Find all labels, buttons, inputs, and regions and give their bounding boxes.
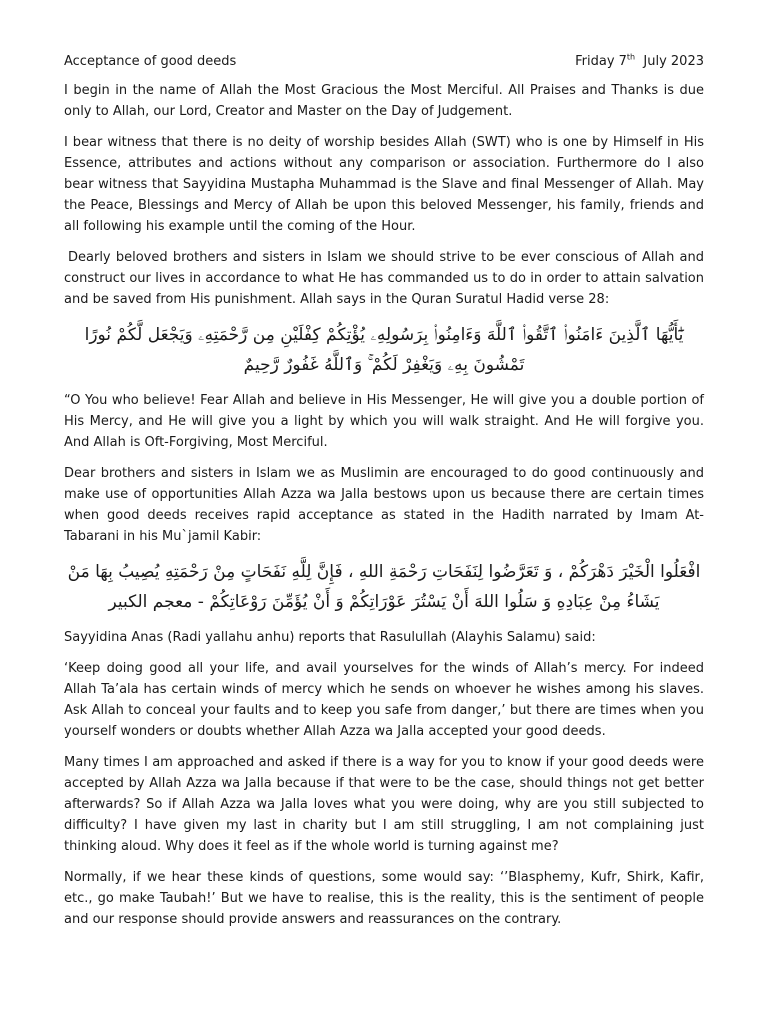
paragraph-many-times: Many times I am approached and asked if there is a way for you to know if your good deeds were accepted by Allah Azza wa Jalla because if that were to be the case, should things not get better afterwards? So if Allah Azza wa Jalla loves what you were doing, why are you still subjected to difficulty? I have given my last in charity but I am still struggling, I am not complaining just thinking aloud. Why does it feel as if the whole world is turning against me? [64,755,704,854]
paragraph-beloved: Dearly beloved brothers and sisters in Islam we should strive to be ever conscious of Allah and construct our lives in accordance to what He has commanded us to do in order to attain salvation and be saved from His punishment. Allah says in the Quran Suratul Hadid verse 28: [64,250,704,307]
date-day: Friday 7 [575,54,627,69]
paragraph-opening: I begin in the name of Allah the Most Gracious the Most Merciful. All Praises and Thanks is due only to Allah, our Lord, Creator and Master on the Day of Judgement. [64,83,704,119]
arabic-verse: يَٰٓأَيُّهَا ٱلَّذِينَ ءَامَنُوا۟ ٱتَّقُوا۟ ٱللَّهَ وَءَامِنُوا۟ بِرَسُولِهِۦ يُؤْتِكُمْ كِفْلَيْنِ مِن رَّحْمَتِهِۦ وَيَجْعَل لَّكُمْ نُورًا تَمْشُونَ بِهِۦ وَيَغْفِرْ لَكُمْ ۚ وَٱللَّهُ غَفُورٌ رَّحِيمٌ [84,325,684,375]
document-date [575,52,704,72]
date-suffix: th [626,52,636,62]
document-header [64,52,704,72]
paragraph-translation: “O You who believe! Fear Allah and believe in His Messenger, He will give you a double portion of His Mercy, and He will give you a light by which you will walk straight. And He will forgive you. And Allah is Oft-Forgiving, Most Merciful. [64,393,704,450]
arabic-hadith: افْعَلُوا الْخَيْرَ دَهْرَكُمْ ، وَ تَعَرَّضُوا لِنَفَحَاتِ رَحْمَةِ اللهِ ، فَإِنَّ لِلَّهِ نَفَحَاتٍ مِنْ رَحْمَتِهِ يُصِيبُ بِهَا مَنْ يَشَاءُ مِنْ عِبَادِهِ وَ سَلُوا اللهَ أَنْ يَسْتُرَ عَوْرَاتِكُمْ وَ أَنْ يُؤَمِّنَ رَوْعَاتِكُمْ - معجم الكبير [67,562,701,612]
document-title: Acceptance of good deeds [64,54,237,69]
paragraph-normally: Normally, if we hear these kinds of questions, some would say: ‘’Blasphemy, Kufr, Shirk, Kafir, etc., go make Taubah!’ But we have to realise, this is the reality, this is the sentiment of people and our response should provide answers and reassurances on the contrary. [64,870,704,927]
paragraph-quote: ‘Keep doing good all your life, and avail yourselves for the winds of Allah’s mercy. For indeed Allah Ta’ala has certain winds of mercy which he sends on whoever he wishes among his slaves. Ask Allah to conceal your faults and to keep you safe from danger,’ but there are times when you yourself wonders or doubts whether Allah Azza wa Jalla accepted your good deeds. [64,661,704,739]
paragraph-anas: Sayyidina Anas (Radi yallahu anhu) reports that Rasulullah (Alayhis Salamu) said: [64,630,596,645]
date-rest: July 2023 [635,54,704,69]
paragraph-witness: I bear witness that there is no deity of worship besides Allah (SWT) who is one by Himself in His Essence, attributes and actions without any comparison or association. Furthermore do I also bear witness that Sayyidina Mustapha Muhammad is the Slave and final Messenger of Allah. May the Peace, Blessings and Mercy of Allah be upon this beloved Messenger, his family, friends and all following his example until the coming of the Hour. [64,135,704,234]
paragraph-hadith-intro: Dear brothers and sisters in Islam we as Muslimin are encouraged to do good continuously and make use of opportunities Allah Azza wa Jalla bestows upon us because there are certain times when good deeds receives rapid acceptance as stated in the Hadith narrated by Imam At-Tabarani in his Mu`jamil Kabir: [64,466,704,544]
